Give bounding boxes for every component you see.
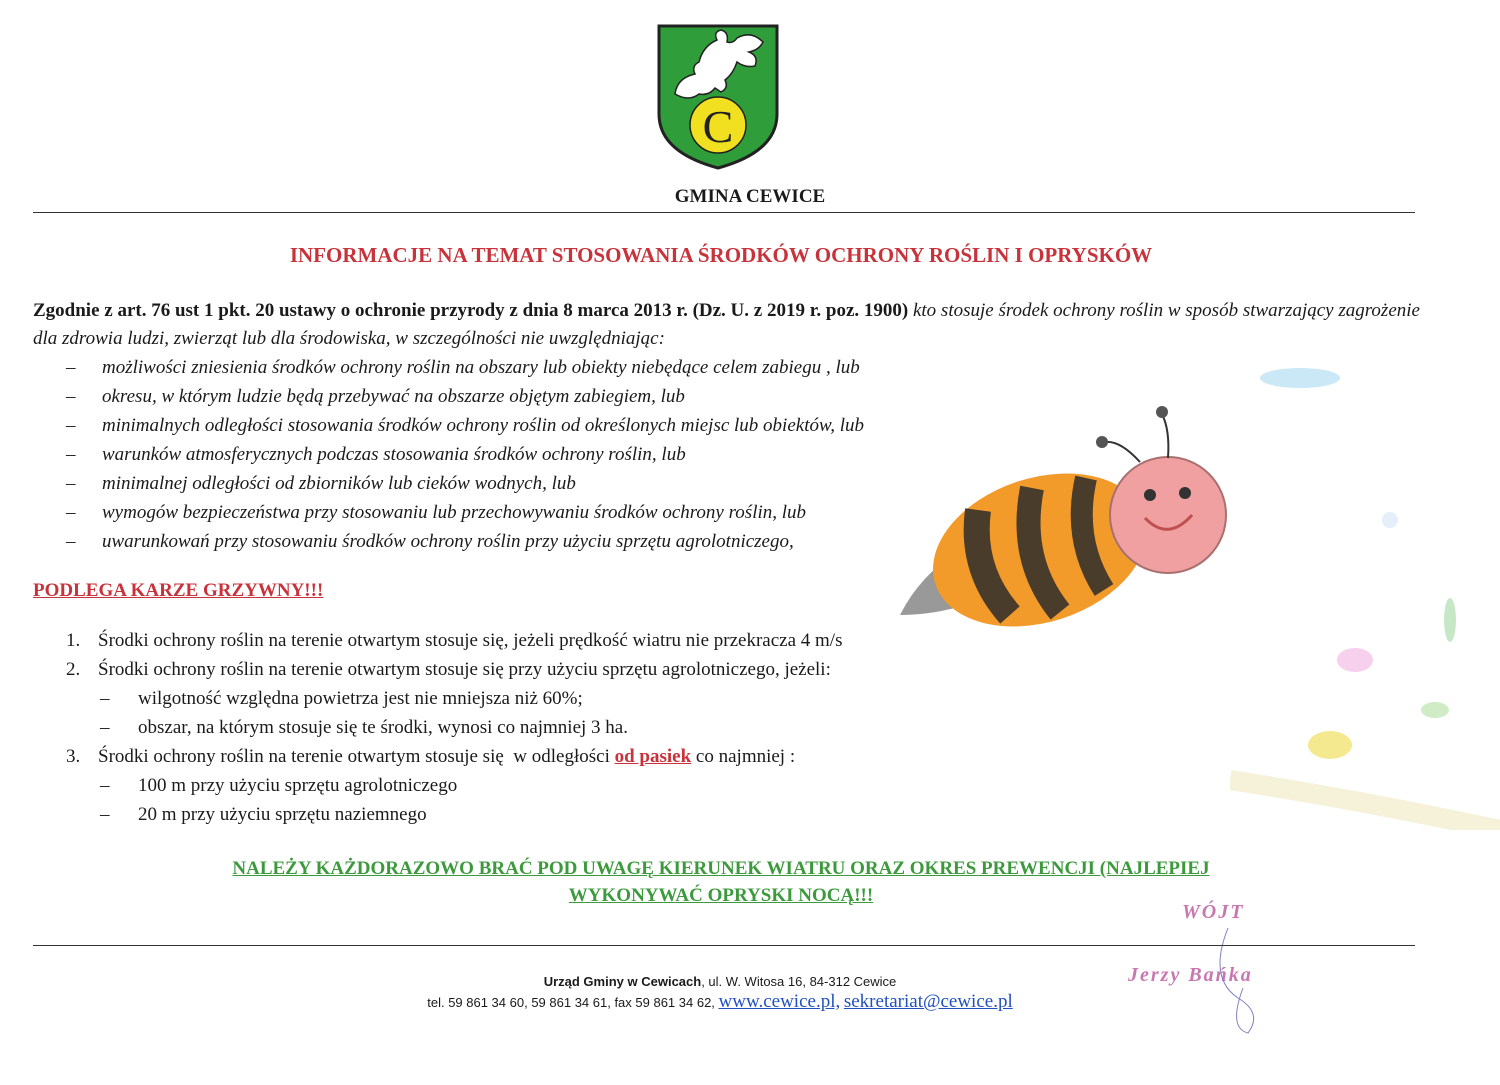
list-item [66, 501, 864, 530]
rule-item [66, 744, 842, 773]
list-item [66, 356, 864, 385]
footer-divider [33, 945, 1415, 946]
office-name: Urząd Gminy w Cewicach [543, 974, 702, 989]
crest-icon [655, 22, 781, 172]
conditions-list [66, 356, 864, 559]
rule-item [66, 628, 842, 657]
legal-basis: Zgodnie z art. 76 ust 1 pkt. 20 ustawy o ochronie przyrody z dnia 8 marca 2013 r. (Dz. U. z 2019 r. poz. 1900) [33, 300, 909, 321]
list-item [66, 443, 864, 472]
dash-bullet: – [66, 415, 76, 436]
rule-subitem [66, 773, 842, 802]
condition-text: minimalnej odległości od zbiorników lub cieków wodnych, lub [102, 473, 576, 494]
signature-stamp [1128, 898, 1328, 1038]
rule-text-before: Środki ochrony roślin na terenie otwartym stosuje się w odległości [98, 746, 615, 767]
condition-text: warunków atmosferycznych podczas stosowania środków ochrony roślin, lub [102, 444, 686, 465]
office-address: , ul. W. Witosa 16, 84-312 Cewice [701, 974, 897, 989]
rules-list [66, 628, 842, 831]
signature-title: WÓJT [1182, 901, 1245, 923]
penalty-notice: PODLEGA KARZE GRZYWNY!!! [33, 580, 324, 601]
subitem-text: obszar, na którym stosuje się te środki, wynosi co najmniej 3 ha. [138, 717, 628, 738]
warning-line-2: WYKONYWAĆ OPRYSKI NOCĄ!!! [568, 885, 874, 906]
subitem-text: 100 m przy użyciu sprzętu agrolotniczego [138, 775, 458, 796]
bee-drawing-icon [900, 400, 1240, 635]
footer-contact-line [0, 992, 1440, 1013]
dash-bullet: – [100, 804, 110, 825]
rule-text: Środki ochrony roślin na terenie otwartym stosuje się, jeżeli prędkość wiatru nie przekracza 4 m/s [98, 630, 843, 651]
dash-bullet: – [66, 502, 76, 523]
dash-bullet: – [100, 688, 110, 709]
municipality-name: GMINA CEWICE [674, 186, 826, 207]
crest-letter: C [702, 101, 734, 152]
dash-bullet: – [66, 357, 76, 378]
warning-line-1: NALEŻY KAŻDORAZOWO BRAĆ POD UWAGĘ KIERUNEK WIATRU ORAZ OKRES PREWENCJI (NAJLEPIEJ [232, 858, 1210, 879]
rule-text: Środki ochrony roślin na terenie otwartym stosuje się przy użyciu sprzętu agrolotniczego, jeżeli: [98, 659, 831, 680]
rule-number: 3. [66, 746, 81, 767]
condition-text: możliwości zniesienia środków ochrony roślin na obszary lub obiekty niebędące celem zabiegu , lub [102, 357, 860, 378]
page-title: INFORMACJE NA TEMAT STOSOWANIA ŚRODKÓW OCHRONY ROŚLIN I OPRYSKÓW [289, 243, 1153, 267]
rule-number: 2. [66, 659, 81, 680]
list-item [66, 472, 864, 501]
dash-bullet: – [100, 775, 110, 796]
footer-address-line [0, 972, 1440, 992]
dash-bullet: – [66, 386, 76, 407]
email-link[interactable]: sekretariat@cewice.pl [843, 991, 1013, 1012]
apiary-highlight: od pasiek [614, 746, 692, 767]
flower-drawing-icon [1230, 360, 1500, 830]
condition-text: minimalnych odległości stosowania środków ochrony roślin od określonych miejsc lub obiektów, lub [102, 415, 865, 436]
condition-text: okresu, w którym ludzie będą przebywać na obszarze objętym zabiegiem, lub [102, 386, 685, 407]
subitem-text: 20 m przy użyciu sprzętu naziemnego [138, 804, 427, 825]
rule-item [66, 657, 842, 686]
subitem-text: wilgotność względna powietrza jest nie mniejsza niż 60%; [138, 688, 583, 709]
dash-bullet: – [66, 473, 76, 494]
rule-subitem [66, 686, 842, 715]
rule-text-after: co najmniej : [691, 746, 796, 767]
website-link[interactable]: www.cewice.pl, [718, 991, 841, 1012]
rule-subitem [66, 715, 842, 744]
signature-name: Jerzy Bańka [1128, 964, 1253, 986]
list-item [66, 530, 864, 559]
footer [0, 972, 1440, 1013]
list-item [66, 414, 864, 443]
condition-text: wymogów bezpieczeństwa przy stosowaniu lub przechowywaniu środków ochrony roślin, lub [102, 502, 807, 523]
condition-text: uwarunkowań przy stosowaniu środków ochrony roślin przy użyciu sprzętu agrolotniczego, [102, 531, 794, 552]
list-item [66, 385, 864, 414]
rule-text [98, 744, 795, 773]
dash-bullet: – [66, 531, 76, 552]
intro-paragraph [33, 297, 1423, 353]
rule-subitem [66, 802, 842, 831]
rule-number: 1. [66, 630, 81, 651]
dash-bullet: – [100, 717, 110, 738]
header-divider [33, 212, 1415, 213]
intro-text: kto stosuje środek ochrony roślin w sposób stwarzający zagrożenie dla zdrowia ludzi, zwierząt lub dla środowiska, w szczególności nie uwzględniając: [33, 300, 1420, 349]
phone-numbers: tel. 59 861 34 60, 59 861 34 61, fax 59 861 34 62, [427, 995, 719, 1010]
dash-bullet: – [66, 444, 76, 465]
